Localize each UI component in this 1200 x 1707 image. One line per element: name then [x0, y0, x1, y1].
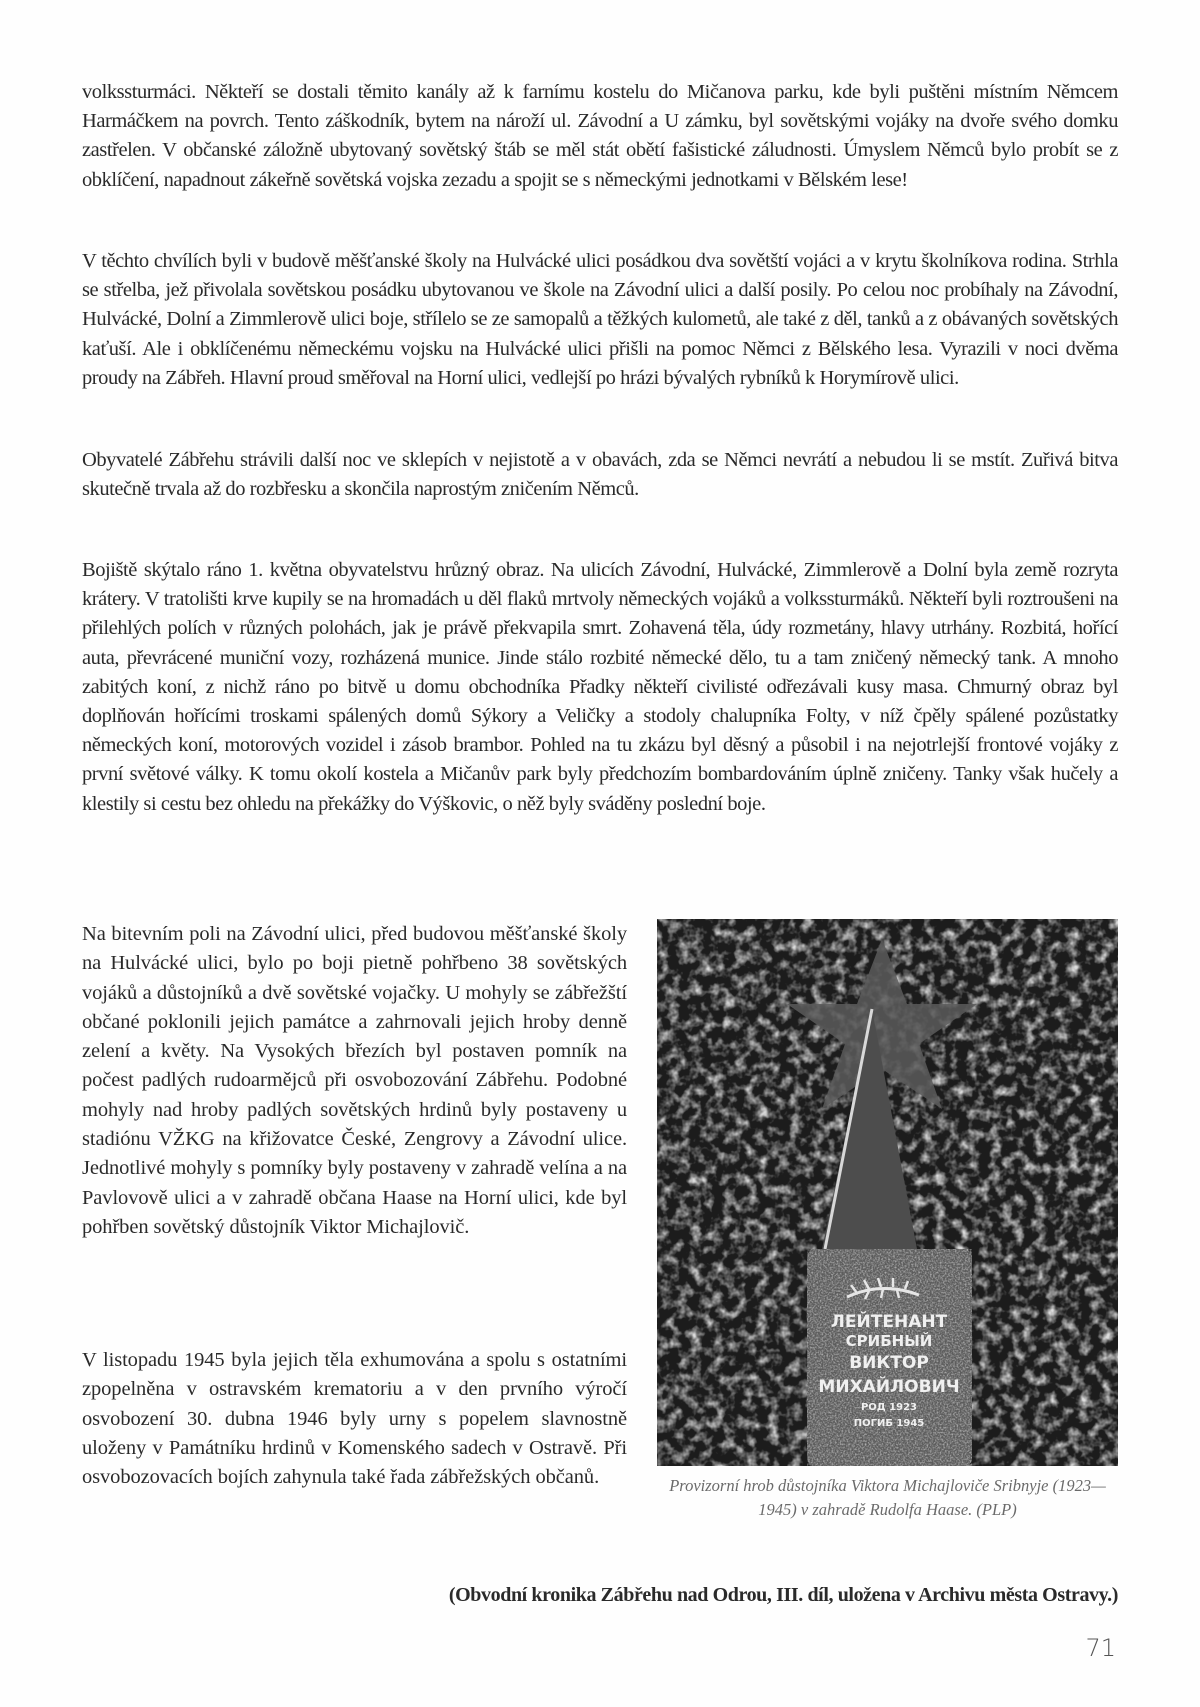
paragraph-soviet-graves: Na bitevním poli na Závodní ulici, před budovou měšťanské školy na Hulvácké ulici, bylo po boji pietně pohřbeno 38 sovětských vojáků a důstojníků a dvě sovětské vojačky. U mohyly se zábřežští občané poklonili jejich památce a zahrnovali jejich hroby denně zelení a květy. Na Vysokých březích byl postaven pomník na počest padlých rudoarmějců při osvobozování Zábřehu. Podobné mohyly nad hroby padlých sovětských hrdinů byly postaveny u stadiónu VŽKG na křižovatce České, Zengrovy a Závodní ulice. Jednotlivé mohyly s pomníky byly postaveny v zahradě velína a na Pavlovově ulici a v zahradě občana Haase na Horní ulici, kde byl pohřben sovětský důstojník Viktor Michajlovič.: [82, 923, 627, 1238]
inscription-line: РОД 1923: [860, 1402, 918, 1413]
paragraph-night-battle: V těchto chvílích byli v budově měšťanské školy na Hulvácké ulici posádkou dva sovětští vojáci a v krytu školníkova rodina. Strhla se střelba, jež přivolala sovětskou posádku ubytovanou ve škole na Závodní ulici a další posily. Po celou noc probíhaly na Závodní, Hulvácké, Dolní a Zimmlerově ulici boje, střílelo se ze samopalů a těžkých kulometů, ale také z děl, tanků a z obávaných sovětských kaťuší. Ale i obklíčenému německému vojsku na Hulvácké ulici přišli na pomoc Němci z Bělského lesa. Vyrazili v noci dvěma proudy na Zábřeh. Hlavní proud směřoval na Horní ulici, vedlejší po hrázi bývalých rybníků k Horymírově ulici.: [82, 250, 1118, 389]
paragraph-volkssturm-escape: volkssturmáci. Někteří se dostali těmito kanály až k farnímu kostelu do Mičanova parku, kde byli puštěni místním Němcem Harmáčkem na povrch. Tento záškodník, bytem na nároží ul. Závodní a U zámku, byl sovětskými vojáky na dvoře svého domku zastřelen. V občanské záložně ubytovaný sovětský štáb se měl stát obětí fašistické záludnosti. Úmyslem Němců bylo probít se z obklíčení, napadnout zákeřně sovětská vojska zezadu a spojit se s německými jednotkami v Bělském lese!: [82, 81, 1118, 191]
inscription-line: МИХАЙЛОВИЧ: [818, 1377, 960, 1397]
inscription-line: ЛЕЙТЕНАНТ: [830, 1312, 948, 1332]
page-number: 71: [1085, 1634, 1116, 1662]
inscription-line: СРИБНЫЙ: [845, 1332, 933, 1350]
photo-caption: Provizorní hrob důstojníka Viktora Michajloviče Sribnyje (1923—1945) v zahradě Rudolfa Haase. (PLP): [669, 1476, 1106, 1519]
inscription-line: ВИКТОР: [849, 1353, 929, 1373]
paragraph-exhumation: V listopadu 1945 byla jejich těla exhumována a spolu s ostatními zpopelněna v ostravském krematoriu a v den prvního výročí osvobození 30. dubna 1946 byly urny s popelem slavnostně uloženy v Památníku hrdinů v Komenského sadech v Ostravě. Při osvobozovacích bojích zahynula také řada zábřežských občanů.: [82, 1349, 627, 1489]
inscription-line: ПОГИБ 1945: [853, 1418, 925, 1429]
paragraph-battlefield-aftermath: Bojiště skýtalo ráno 1. května obyvatelstvu hrůzný obraz. Na ulicích Závodní, Hulvácké, Zimmlerově a Dolní byla země rozryta krátery. V tratolišti krve kupily se na hromadách u děl flaků mrtvoly německých vojáků a volkssturmáků. Někteří byli roztroušeni na přilehlých polích v různých polohách, jak je právě překvapila smrt. Zohavená těla, údy rozmetány, hlavy utrhány. Rozbitá, hořící auta, převrácené muniční vozy, rozházená munice. Jinde stálo rozbité německé dělo, tu a tam zničený německý tank. A mnoho zabitých koní, z nichž ráno po bitvě u domu obchodníka Přadky někteří civilisté odřezávali kusy masa. Chmurný obraz byl doplňován hořícími troskami spálených domů Sýkory a Veličky a stodoly chalupníka Folty, v níž čpěly spálené pozůstatky německých koní, motorových vozidel i zásob brambor. Pohled na tu zkázu byl děsný a působil i na nejotrlejší frontové vojáky z první světové války. K tomu okolí kostela a Mičanův park byly předchozím bombardováním úplně zničeny. Tanky však hučely a klestily si cestu bez ohledu na překážky do Výškovic, o něž byly sváděny poslední boje.: [82, 559, 1118, 815]
grave-photograph: [657, 919, 1118, 1466]
grave-photo-illustration: [657, 919, 1118, 1466]
source-citation: (Obvodní kronika Zábřehu nad Odrou, III. díl, uložena v Archivu města Ostravy.): [448, 1584, 1118, 1606]
paragraph-residents-cellars: Obyvatelé Zábřehu strávili další noc ve sklepích v nejistotě a v obavách, zda se Němci nevrátí a nebudou li se mstít. Zuřivá bitva skutečně trvala až do rozbřesku a skončila naprostým zničením Němců.: [82, 449, 1118, 501]
